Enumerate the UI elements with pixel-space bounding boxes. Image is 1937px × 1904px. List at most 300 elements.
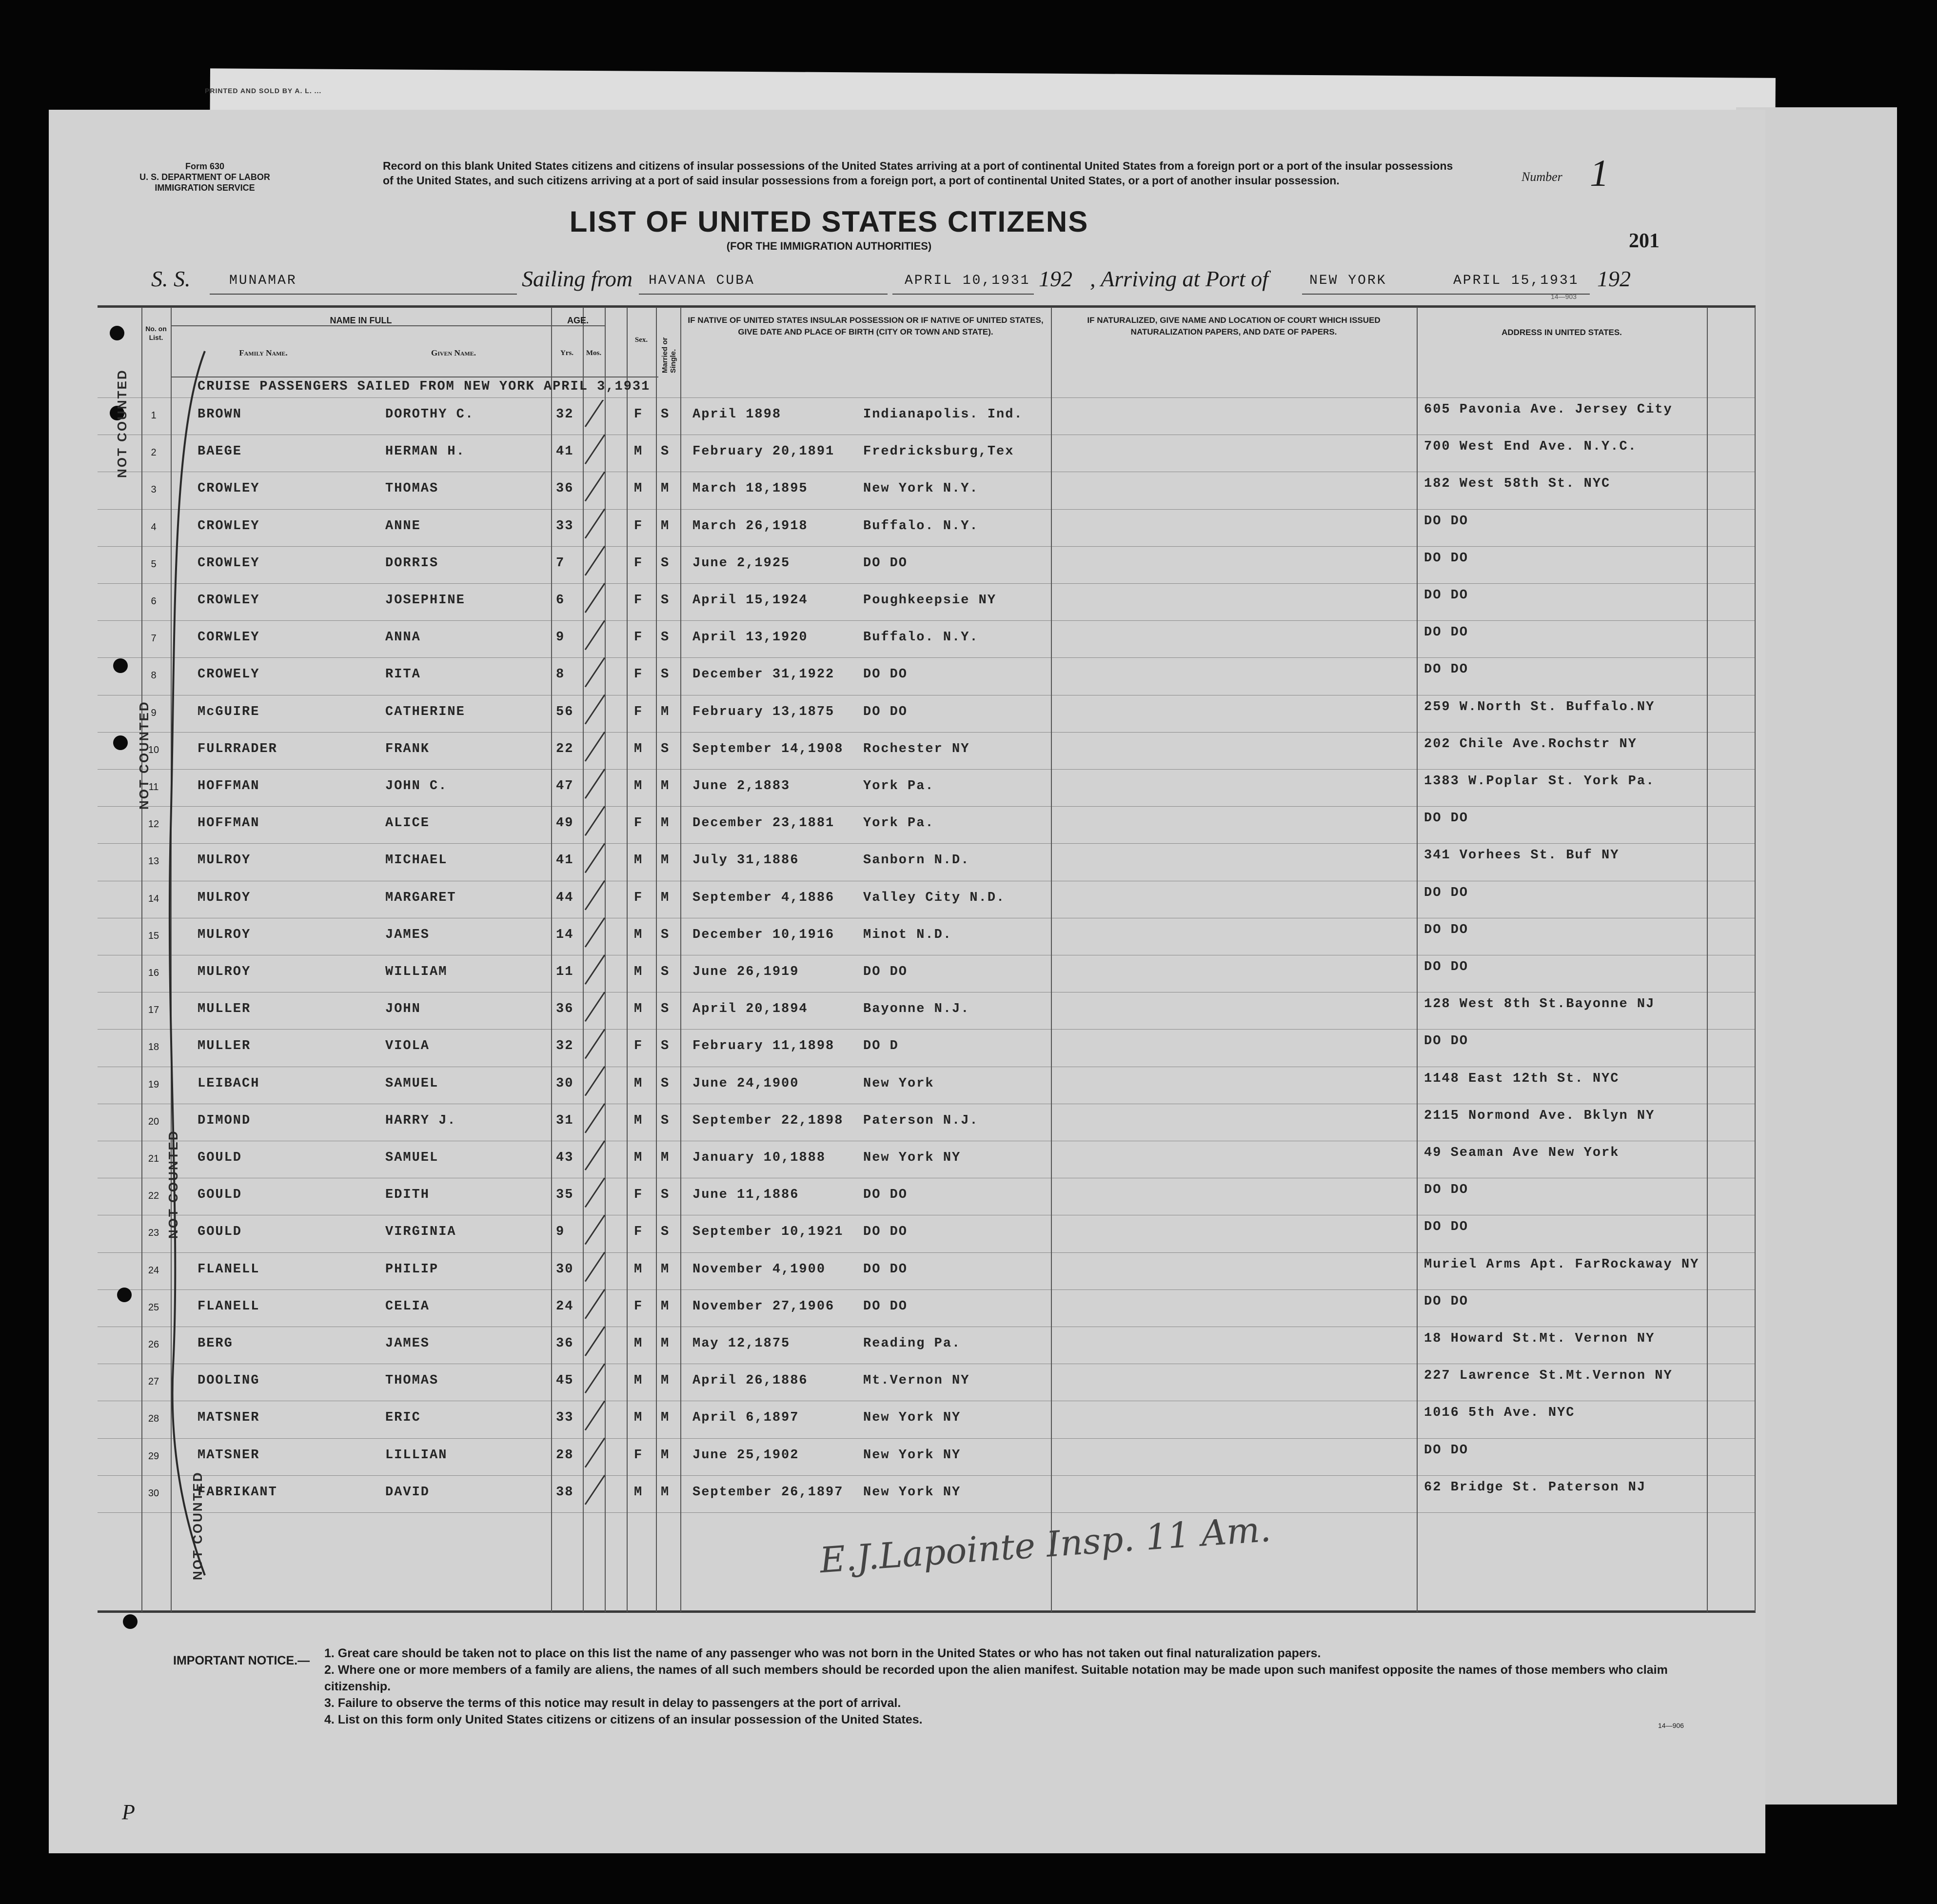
marital-status: S — [661, 1225, 670, 1240]
row-rule — [98, 583, 1756, 584]
age-years: 41 — [556, 853, 574, 868]
row-number: 16 — [148, 968, 159, 978]
age-years: 33 — [556, 1410, 574, 1426]
row-rule — [98, 1289, 1756, 1290]
given-name: VIOLA — [385, 1039, 430, 1054]
row-number: 17 — [148, 1005, 159, 1016]
address: 259 W.North St. Buffalo.NY — [1424, 699, 1655, 714]
row-number: 27 — [148, 1376, 159, 1388]
row-number: 15 — [148, 930, 159, 941]
row-number: 4 — [151, 521, 157, 533]
family-name: CROWLEY — [198, 555, 260, 571]
row-number: 14 — [148, 893, 159, 904]
grid-top-rule — [98, 305, 1756, 308]
punch-hole — [110, 326, 124, 340]
marital-status: S — [661, 555, 670, 571]
sex: M — [634, 1262, 643, 1277]
birth-place: DO DO — [863, 555, 908, 571]
family-name: DOOLING — [198, 1373, 260, 1388]
row-number: 25 — [148, 1302, 159, 1313]
address: 227 Lawrence St.Mt.Vernon NY — [1424, 1368, 1673, 1384]
row-number: 9 — [151, 707, 157, 718]
address: DO DO — [1424, 551, 1469, 566]
birth-date: September 22,1898 — [692, 1113, 844, 1128]
row-rule — [98, 657, 1756, 658]
age-years: 30 — [556, 1262, 574, 1277]
address: DO DO — [1424, 1183, 1469, 1198]
grid-bottom-rule — [98, 1610, 1756, 1613]
ship-name: MUNAMAR — [229, 273, 297, 288]
corner-mark: P — [122, 1800, 135, 1824]
sailing-from: HAVANA CUBA — [649, 273, 755, 288]
age-years: 36 — [556, 1002, 574, 1017]
punch-hole — [117, 1288, 132, 1302]
birth-date: September 26,1897 — [692, 1485, 844, 1500]
sex: M — [634, 1485, 643, 1500]
birth-date: September 4,1886 — [692, 890, 835, 905]
birth-date: April 1898 — [692, 407, 782, 422]
birth-date: December 10,1916 — [692, 927, 835, 942]
birth-date: June 11,1886 — [692, 1188, 799, 1203]
given-name: HERMAN H. — [385, 444, 465, 459]
col-mos: Mos. — [586, 349, 602, 357]
address: 1148 East 12th St. NYC — [1424, 1071, 1620, 1086]
marital-status: S — [661, 593, 670, 608]
record-instructions: Record on this blank United States citizens and citizens of insular possessions of the United States arriving at a port of continental United States from a foreign port or a port of the insular possessions of the United States, and such citizens arriving at a port of said insular possessions from a foreign port, a port of continental United States, or a port of another insular possession. — [383, 159, 1453, 187]
row-number: 3 — [151, 484, 157, 496]
row-rule — [98, 732, 1756, 733]
birth-date: April 26,1886 — [692, 1373, 808, 1388]
family-name: FLANELL — [198, 1299, 260, 1314]
given-name: CELIA — [385, 1299, 430, 1314]
row-rule — [98, 1438, 1756, 1439]
year-suffix-2: 192 — [1597, 266, 1631, 291]
address: DO DO — [1424, 885, 1469, 900]
age-years: 6 — [556, 593, 565, 608]
age-years: 14 — [556, 927, 574, 942]
birth-date: June 24,1900 — [692, 1076, 799, 1091]
sex: F — [634, 630, 643, 645]
form-header — [117, 161, 293, 193]
birth-place: New York NY — [863, 1485, 961, 1500]
not-counted-stamp: NOT COUNTED — [166, 1130, 180, 1239]
address: DO DO — [1424, 1220, 1469, 1235]
birth-place: New York N.Y. — [863, 481, 979, 496]
marital-status: M — [661, 890, 670, 905]
cruise-note: CRUISE PASSENGERS SAILED FROM NEW YORK APRIL 3,1931 — [198, 379, 651, 394]
family-name: BAEGE — [198, 444, 242, 459]
address: 2115 Normond Ave. Bklyn NY — [1424, 1108, 1655, 1123]
sex: F — [634, 555, 643, 571]
age-years: 7 — [556, 555, 565, 571]
birth-date: June 2,1925 — [692, 555, 791, 571]
row-rule — [98, 843, 1756, 844]
form-code: 14—903 — [1551, 293, 1577, 300]
given-name: THOMAS — [385, 481, 439, 496]
address: 1383 W.Poplar St. York Pa. — [1424, 774, 1655, 789]
birth-date: April 13,1920 — [692, 630, 808, 645]
marital-status: S — [661, 965, 670, 979]
marital-status: M — [661, 1373, 670, 1388]
sex: F — [634, 407, 643, 422]
given-name: CATHERINE — [385, 704, 465, 719]
sex: F — [634, 667, 643, 682]
age-years: 33 — [556, 518, 574, 534]
age-years: 38 — [556, 1485, 574, 1500]
row-rule — [98, 1029, 1756, 1030]
row-rule — [98, 806, 1756, 807]
family-name: MULLER — [198, 1039, 251, 1054]
family-name: FABRIKANT — [198, 1485, 277, 1500]
birth-place: DO DO — [863, 1299, 908, 1314]
marital-status: M — [661, 1410, 670, 1426]
sex: F — [634, 1039, 643, 1054]
birth-place: New York — [863, 1076, 934, 1091]
col-yrs: Yrs. — [560, 349, 574, 357]
ditto-ticks — [571, 400, 629, 1570]
sex: F — [634, 816, 643, 831]
given-name: SAMUEL — [385, 1150, 439, 1165]
marital-status: M — [661, 518, 670, 534]
family-name: HOFFMAN — [198, 816, 260, 831]
col-birth: IF NATIVE OF UNITED STATES INSULAR POSSESSION OR IF NATIVE OF UNITED STATES, GIVE DATE AND PLACE OF BIRTH (CITY OR TOWN AND STATE). — [688, 316, 1044, 337]
number-label: Number — [1522, 170, 1562, 184]
address: DO DO — [1424, 1294, 1469, 1309]
family-name: CROWLEY — [198, 481, 260, 496]
col-given: Given Name. — [431, 348, 476, 357]
row-number: 20 — [148, 1116, 159, 1127]
age-years: 41 — [556, 444, 574, 459]
given-name: JAMES — [385, 927, 430, 942]
sex: M — [634, 1336, 643, 1351]
family-name: LEIBACH — [198, 1076, 260, 1091]
ss-label: S. S. — [151, 266, 191, 291]
row-rule — [98, 1252, 1756, 1253]
age-years: 28 — [556, 1448, 574, 1463]
age-years: 36 — [556, 1336, 574, 1351]
row-number: 11 — [148, 782, 159, 793]
birth-date: February 11,1898 — [692, 1039, 835, 1054]
sex: F — [634, 890, 643, 905]
marital-status: M — [661, 704, 670, 719]
given-name: DORRIS — [385, 555, 439, 571]
birth-date: April 20,1894 — [692, 1002, 808, 1017]
number-value: 1 — [1590, 152, 1609, 194]
age-years: 8 — [556, 667, 565, 682]
birth-date: June 25,1902 — [692, 1448, 799, 1463]
birth-place: Rochester NY — [863, 741, 970, 756]
birth-place: Sanborn N.D. — [863, 853, 970, 868]
family-name: McGUIRE — [198, 704, 260, 719]
family-name: BROWN — [198, 407, 242, 422]
row-number: 12 — [148, 819, 159, 830]
given-name: MICHAEL — [385, 853, 448, 868]
birth-place: DO DO — [863, 1188, 908, 1203]
marital-status: M — [661, 816, 670, 831]
family-name: CROWLEY — [198, 593, 260, 608]
age-years: 47 — [556, 779, 574, 793]
page-number: 201 — [1629, 230, 1660, 252]
not-counted-stamp: NOT COUNTED — [190, 1471, 205, 1580]
marital-status: M — [661, 1262, 670, 1277]
row-number: 7 — [151, 633, 157, 644]
family-name: GOULD — [198, 1150, 242, 1165]
marital-status: M — [661, 779, 670, 793]
family-name: GOULD — [198, 1225, 242, 1240]
row-rule — [98, 620, 1756, 621]
given-name: JOHN C. — [385, 779, 448, 793]
marital-status: S — [661, 927, 670, 942]
birth-date: March 26,1918 — [692, 518, 808, 534]
birth-place: New York NY — [863, 1410, 961, 1426]
address: 202 Chile Ave.Rochstr NY — [1424, 736, 1637, 752]
notice-item-4: 4. List on this form only United States citizens or citizens of an insular possession of the United States. — [324, 1713, 923, 1726]
sex: F — [634, 1188, 643, 1203]
marital-status: S — [661, 1113, 670, 1128]
family-name: GOULD — [198, 1188, 242, 1203]
department: U. S. DEPARTMENT OF LABOR — [139, 172, 270, 182]
age-years: 24 — [556, 1299, 574, 1314]
address: DO DO — [1424, 811, 1469, 826]
row-number: 8 — [151, 670, 157, 681]
age-years: 49 — [556, 816, 574, 831]
birth-place: New York NY — [863, 1448, 961, 1463]
given-name: HARRY J. — [385, 1113, 456, 1128]
row-number: 10 — [148, 744, 159, 755]
family-name: MATSNER — [198, 1410, 260, 1426]
birth-date: March 18,1895 — [692, 481, 808, 496]
given-name: DAVID — [385, 1485, 430, 1500]
birth-date: January 10,1888 — [692, 1150, 826, 1165]
sex: F — [634, 518, 643, 534]
birth-place: Reading Pa. — [863, 1336, 961, 1351]
punch-hole — [113, 735, 128, 750]
family-name: MULROY — [198, 965, 251, 979]
family-name: DIMOND — [198, 1113, 251, 1128]
bracket-line — [161, 341, 219, 1585]
sex: M — [634, 1076, 643, 1091]
notice-list — [324, 1645, 1719, 1728]
row-number: 5 — [151, 558, 157, 570]
row-number: 6 — [151, 596, 157, 607]
notice-item-2: 2. Where one or more members of a family are aliens, the names of all such members should be recorded upon the alien manifest. Suitable notation may be made upon such manifest opposite the names of those members who claim citizenship. — [324, 1663, 1668, 1693]
form-number: Form 630 — [185, 161, 225, 171]
birth-place: DO DO — [863, 1262, 908, 1277]
marital-status: S — [661, 1076, 670, 1091]
col-sex: Sex. — [634, 336, 648, 344]
address: 62 Bridge St. Paterson NJ — [1424, 1480, 1646, 1495]
age-years: 31 — [556, 1113, 574, 1128]
sex: M — [634, 481, 643, 496]
col-name-full: NAME IN FULL — [330, 316, 392, 325]
sex: F — [634, 704, 643, 719]
address: 700 West End Ave. N.Y.C. — [1424, 439, 1637, 455]
birth-date: September 10,1921 — [692, 1225, 844, 1240]
row-number: 1 — [151, 410, 157, 421]
birth-date: February 13,1875 — [692, 704, 835, 719]
birth-date: September 14,1908 — [692, 741, 844, 756]
marital-status: M — [661, 853, 670, 868]
birth-date: December 31,1922 — [692, 667, 835, 682]
family-name: MULROY — [198, 927, 251, 942]
address: 18 Howard St.Mt. Vernon NY — [1424, 1331, 1655, 1346]
arriving-label: , Arriving at Port of — [1090, 266, 1268, 291]
birth-date: July 31,1886 — [692, 853, 799, 868]
birth-date: June 26,1919 — [692, 965, 799, 979]
age-years: 44 — [556, 890, 574, 905]
sex: M — [634, 965, 643, 979]
sex: M — [634, 1410, 643, 1426]
col-age: AGE. — [567, 316, 589, 325]
birth-place: Poughkeepsie NY — [863, 593, 997, 608]
given-name: ERIC — [385, 1410, 421, 1426]
punch-hole — [123, 1614, 138, 1629]
not-counted-stamp: NOT COUNTED — [137, 700, 151, 810]
address: DO DO — [1424, 1034, 1469, 1049]
marital-status: M — [661, 1299, 670, 1314]
age-years: 56 — [556, 704, 574, 719]
row-number: 2 — [151, 447, 157, 458]
notice-label: IMPORTANT NOTICE.— — [173, 1654, 310, 1667]
given-name: EDITH — [385, 1188, 430, 1203]
address: DO DO — [1424, 922, 1469, 937]
marital-status: M — [661, 1336, 670, 1351]
sex: F — [634, 593, 643, 608]
row-rule — [98, 546, 1756, 547]
birth-place: Buffalo. N.Y. — [863, 630, 979, 645]
family-name: CROWELY — [198, 667, 260, 682]
row-rule — [98, 1512, 1756, 1513]
age-years: 32 — [556, 407, 574, 422]
punch-hole — [113, 658, 128, 673]
birth-date: April 15,1924 — [692, 593, 808, 608]
age-years: 9 — [556, 630, 565, 645]
family-name: FLANELL — [198, 1262, 260, 1277]
given-name: RITA — [385, 667, 421, 682]
row-number: 18 — [148, 1042, 159, 1053]
row-number: 30 — [148, 1488, 159, 1499]
row-number: 26 — [148, 1339, 159, 1350]
row-rule — [98, 1475, 1756, 1476]
row-number: 13 — [148, 856, 159, 867]
family-name: BERG — [198, 1336, 233, 1351]
birth-place: Fredricksburg,Tex — [863, 444, 1014, 459]
given-name: WILLIAM — [385, 965, 448, 979]
marital-status: M — [661, 1150, 670, 1165]
address: DO DO — [1424, 514, 1469, 529]
address: 341 Vorhees St. Buf NY — [1424, 848, 1620, 863]
manifest-page — [49, 110, 1765, 1853]
marital-status: M — [661, 481, 670, 496]
sex: F — [634, 1225, 643, 1240]
family-name: MULROY — [198, 853, 251, 868]
given-name: MARGARET — [385, 890, 456, 905]
row-number: 22 — [148, 1190, 159, 1202]
birth-place: Mt.Vernon NY — [863, 1373, 970, 1388]
sex: M — [634, 1150, 643, 1165]
page-title: LIST OF UNITED STATES CITIZENS — [569, 205, 1089, 238]
given-name: THOMAS — [385, 1373, 439, 1388]
row-rule — [98, 397, 1756, 398]
row-number: 23 — [148, 1228, 159, 1239]
sex: M — [634, 853, 643, 868]
notice-form-code: 14—906 — [1658, 1722, 1684, 1729]
notice-item-3: 3. Failure to observe the terms of this notice may result in delay to passengers at the port of arrival. — [324, 1696, 901, 1710]
address: 1016 5th Ave. NYC — [1424, 1406, 1575, 1421]
address: DO DO — [1424, 588, 1469, 603]
birth-date: June 2,1883 — [692, 779, 791, 793]
marital-status: S — [661, 741, 670, 756]
col-family: Family Name. — [239, 348, 288, 357]
marital-status: S — [661, 1002, 670, 1017]
given-name: JAMES — [385, 1336, 430, 1351]
service: IMMIGRATION SERVICE — [155, 183, 255, 193]
address: DO DO — [1424, 960, 1469, 974]
birth-date: February 20,1891 — [692, 444, 835, 459]
sailing-label: Sailing from — [522, 266, 633, 291]
row-rule — [98, 769, 1756, 770]
not-counted-stamp: NOT COUNTED — [115, 369, 129, 478]
row-number: 28 — [148, 1413, 159, 1425]
age-years: 9 — [556, 1225, 565, 1240]
address: DO DO — [1424, 1443, 1469, 1458]
family-name: CORWLEY — [198, 630, 260, 645]
family-name: MULROY — [198, 890, 251, 905]
row-number: 24 — [148, 1265, 159, 1276]
birth-place: DO DO — [863, 965, 908, 979]
row-number: 19 — [148, 1079, 159, 1090]
family-name: HOFFMAN — [198, 779, 260, 793]
birth-place: York Pa. — [863, 816, 934, 831]
sex: M — [634, 1113, 643, 1128]
address: 605 Pavonia Ave. Jersey City — [1424, 402, 1673, 417]
col-address: ADDRESS IN UNITED STATES. — [1502, 328, 1622, 337]
birth-place: Minot N.D. — [863, 927, 952, 942]
birth-place: Bayonne N.J. — [863, 1002, 970, 1017]
family-name: CROWLEY — [198, 518, 260, 534]
birth-place: DO DO — [863, 704, 908, 719]
address: 182 West 58th St. NYC — [1424, 476, 1611, 492]
sailing-date: APRIL 10,1931 — [905, 273, 1030, 288]
address: DO DO — [1424, 662, 1469, 677]
given-name: DOROTHY C. — [385, 407, 474, 422]
age-years: 35 — [556, 1188, 574, 1203]
given-name: SAMUEL — [385, 1076, 439, 1091]
notice-item-1: 1. Great care should be taken not to place on this list the name of any passenger who was not born in the United States or who has not taken out final naturalization papers. — [324, 1646, 1321, 1660]
given-name: ALICE — [385, 816, 430, 831]
given-name: ANNE — [385, 518, 421, 534]
given-name: ANNA — [385, 630, 421, 645]
age-years: 45 — [556, 1373, 574, 1388]
birth-place: DO DO — [863, 667, 908, 682]
marital-status: M — [661, 1448, 670, 1463]
birth-date: May 12,1875 — [692, 1336, 791, 1351]
sex: F — [634, 1299, 643, 1314]
marital-status: S — [661, 444, 670, 459]
given-name: FRANK — [385, 741, 430, 756]
given-name: PHILIP — [385, 1262, 439, 1277]
marital-status: S — [661, 667, 670, 682]
year-suffix-1: 192 — [1039, 266, 1072, 291]
birth-place: DO DO — [863, 1225, 908, 1240]
marital-status: S — [661, 1039, 670, 1054]
family-name: MULLER — [198, 1002, 251, 1017]
address: DO DO — [1424, 625, 1469, 640]
age-years: 11 — [556, 965, 574, 979]
page-subtitle: (FOR THE IMMIGRATION AUTHORITIES) — [726, 240, 932, 252]
birth-place: Paterson N.J. — [863, 1113, 979, 1128]
family-name: MATSNER — [198, 1448, 260, 1463]
